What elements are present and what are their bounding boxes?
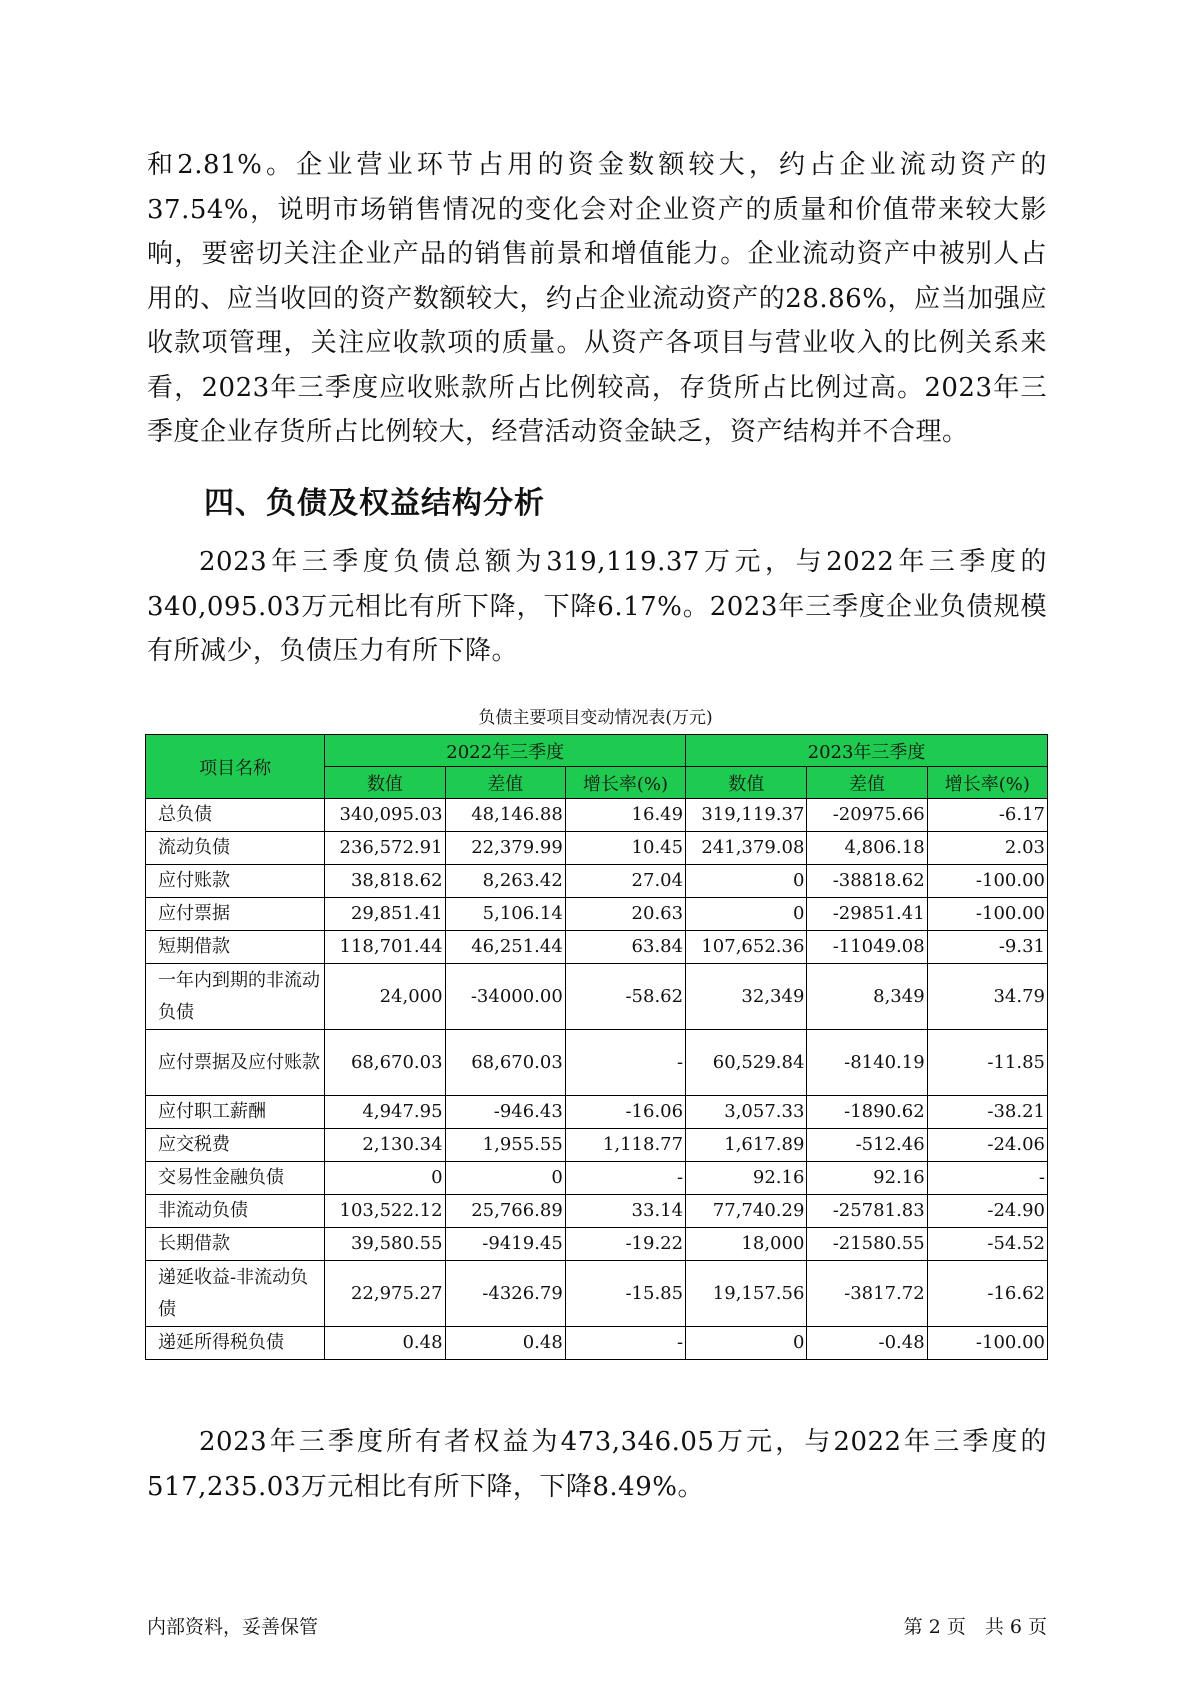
cell-diff-2023: -20975.66 (807, 799, 927, 832)
cell-growth-2023: -16.62 (927, 1261, 1047, 1327)
cell-value-2022: 38,818.62 (325, 865, 445, 898)
cell-diff-2022: 46,251.44 (445, 931, 565, 964)
cell-diff-2023: -1890.62 (807, 1096, 927, 1129)
cell-value-2022: 24,000 (325, 964, 445, 1030)
cell-value-2023: 0 (686, 865, 807, 898)
cell-growth-2022: -19.22 (565, 1228, 685, 1261)
row-item-name: 交易性金融负债 (146, 1162, 325, 1195)
cell-growth-2023: 2.03 (927, 832, 1047, 865)
table-row (146, 1129, 1048, 1162)
cell-growth-2022: -15.85 (565, 1261, 685, 1327)
cell-value-2023: 107,652.36 (686, 931, 807, 964)
cell-value-2022: 4,947.95 (325, 1096, 445, 1129)
cell-value-2022: 39,580.55 (325, 1228, 445, 1261)
cell-diff-2022: 0 (445, 1162, 565, 1195)
cell-diff-2022: -946.43 (445, 1096, 565, 1129)
cell-value-2022: 29,851.41 (325, 898, 445, 931)
table-row (146, 1195, 1048, 1228)
cell-value-2023: 60,529.84 (686, 1030, 807, 1096)
cell-growth-2023: -24.06 (927, 1129, 1047, 1162)
cell-value-2022: 2,130.34 (325, 1129, 445, 1162)
cell-diff-2022: 68,670.03 (445, 1030, 565, 1096)
cell-diff-2023: 8,349 (807, 964, 927, 1030)
cell-growth-2023: -9.31 (927, 931, 1047, 964)
row-item-name: 非流动负债 (146, 1195, 325, 1228)
paragraph-liability-summary: 2023年三季度负债总额为319,119.37万元，与2022年三季度的340,095.03万元相比有所下降，下降6.17%。2023年三季度企业负债规模有所减少，负债压力有所下降。 (147, 547, 1047, 666)
cell-diff-2022: 5,106.14 (445, 898, 565, 931)
cell-diff-2022: 48,146.88 (445, 799, 565, 832)
cell-diff-2022: 25,766.89 (445, 1195, 565, 1228)
header-value-2022: 数值 (325, 767, 445, 799)
cell-value-2023: 241,379.08 (686, 832, 807, 865)
row-item-name: 递延收益-非流动负债 (146, 1261, 325, 1327)
cell-diff-2023: -25781.83 (807, 1195, 927, 1228)
cell-diff-2023: -0.48 (807, 1327, 927, 1360)
table-row (146, 931, 1048, 964)
table-row (146, 1228, 1048, 1261)
cell-diff-2022: 1,955.55 (445, 1129, 565, 1162)
cell-value-2023: 32,349 (686, 964, 807, 1030)
cell-growth-2022: - (565, 1030, 685, 1096)
cell-growth-2023: -38.21 (927, 1096, 1047, 1129)
cell-diff-2023: -21580.55 (807, 1228, 927, 1261)
cell-diff-2023: -11049.08 (807, 931, 927, 964)
cell-value-2022: 0.48 (325, 1327, 445, 1360)
cell-value-2022: 0 (325, 1162, 445, 1195)
header-growth-2022: 增长率(%) (565, 767, 685, 799)
cell-growth-2022: 1,118.77 (565, 1129, 685, 1162)
cell-growth-2023: -100.00 (927, 1327, 1047, 1360)
cell-growth-2022: 33.14 (565, 1195, 685, 1228)
table-row (146, 1261, 1048, 1327)
header-value-2023: 数值 (686, 767, 807, 799)
cell-diff-2022: 22,379.99 (445, 832, 565, 865)
cell-growth-2023: -24.90 (927, 1195, 1047, 1228)
table-row (146, 832, 1048, 865)
cell-value-2022: 340,095.03 (325, 799, 445, 832)
cell-value-2022: 103,522.12 (325, 1195, 445, 1228)
cell-diff-2023: -8140.19 (807, 1030, 927, 1096)
table-header (146, 735, 1048, 799)
row-item-name: 应付职工薪酬 (146, 1096, 325, 1129)
table-row (146, 1096, 1048, 1129)
cell-growth-2022: 20.63 (565, 898, 685, 931)
cell-value-2023: 319,119.37 (686, 799, 807, 832)
table-row (146, 799, 1048, 832)
header-group-2022: 2022年三季度 (325, 735, 686, 767)
row-item-name: 短期借款 (146, 931, 325, 964)
header-diff-2023: 差值 (807, 767, 927, 799)
row-item-name: 总负债 (146, 799, 325, 832)
cell-value-2023: 19,157.56 (686, 1261, 807, 1327)
header-item-name: 项目名称 (146, 735, 325, 799)
cell-growth-2022: 16.49 (565, 799, 685, 832)
footer-page-number: 第 2 页 共 6 页 (903, 1616, 1047, 1638)
cell-growth-2023: -100.00 (927, 898, 1047, 931)
section-heading: 四、负债及权益结构分析 (204, 486, 545, 521)
cell-value-2023: 18,000 (686, 1228, 807, 1261)
table-row (146, 964, 1048, 1030)
cell-diff-2023: 92.16 (807, 1162, 927, 1195)
cell-growth-2022: - (565, 1162, 685, 1195)
cell-value-2022: 236,572.91 (325, 832, 445, 865)
cell-value-2023: 77,740.29 (686, 1195, 807, 1228)
footer-confidential-note: 内部资料，妥善保管 (147, 1616, 319, 1638)
cell-value-2022: 118,701.44 (325, 931, 445, 964)
liability-table (145, 734, 1048, 1360)
cell-diff-2022: -34000.00 (445, 964, 565, 1030)
table-row (146, 898, 1048, 931)
header-diff-2022: 差值 (445, 767, 565, 799)
cell-growth-2022: -58.62 (565, 964, 685, 1030)
cell-value-2023: 3,057.33 (686, 1096, 807, 1129)
cell-diff-2023: 4,806.18 (807, 832, 927, 865)
cell-diff-2022: 0.48 (445, 1327, 565, 1360)
table-row (146, 865, 1048, 898)
paragraph-equity-summary: 2023年三季度所有者权益为473,346.05万元，与2022年三季度的517,235.03万元相比有所下降，下降8.49%。 (147, 1427, 1047, 1502)
row-item-name: 应付票据 (146, 898, 325, 931)
table-row (146, 1162, 1048, 1195)
table-row (146, 1327, 1048, 1360)
cell-growth-2023: -11.85 (927, 1030, 1047, 1096)
cell-growth-2022: 10.45 (565, 832, 685, 865)
cell-diff-2023: -38818.62 (807, 865, 927, 898)
row-item-name: 一年内到期的非流动负债 (146, 964, 325, 1030)
header-group-2023: 2023年三季度 (686, 735, 1048, 767)
cell-value-2023: 92.16 (686, 1162, 807, 1195)
cell-growth-2022: -16.06 (565, 1096, 685, 1129)
cell-diff-2022: -9419.45 (445, 1228, 565, 1261)
cell-value-2022: 68,670.03 (325, 1030, 445, 1096)
cell-growth-2023: 34.79 (927, 964, 1047, 1030)
table-body (146, 799, 1048, 1360)
cell-diff-2023: -3817.72 (807, 1261, 927, 1327)
cell-growth-2023: -100.00 (927, 865, 1047, 898)
cell-diff-2022: -4326.79 (445, 1261, 565, 1327)
row-item-name: 应交税费 (146, 1129, 325, 1162)
cell-diff-2023: -512.46 (807, 1129, 927, 1162)
paragraph-asset-analysis: 和2.81%。企业营业环节占用的资金数额较大，约占企业流动资产的37.54%，说明市场销售情况的变化会对企业资产的质量和价值带来较大影响，要密切关注企业产品的销售前景和增值能力。企业流动资产中被别人占用的、应当收回的资产数额较大，约占企业流动资产的28.86%，应当加强应收款项管理，关注应收款项的质量。从资产各项目与营业收入的比例关系来看，2023年三季度应收账款所占比例较高，存货所占比例过高。2023年三季度企业存货所占比例较大，经营活动资金缺乏，资产结构并不合理。 (147, 150, 1047, 447)
cell-value-2023: 0 (686, 1327, 807, 1360)
table-caption: 负债主要项目变动情况表(万元) (478, 708, 713, 728)
cell-growth-2022: 63.84 (565, 931, 685, 964)
cell-value-2023: 1,617.89 (686, 1129, 807, 1162)
row-item-name: 应付账款 (146, 865, 325, 898)
row-item-name: 递延所得税负债 (146, 1327, 325, 1360)
cell-growth-2022: 27.04 (565, 865, 685, 898)
cell-growth-2022: - (565, 1327, 685, 1360)
cell-value-2022: 22,975.27 (325, 1261, 445, 1327)
row-item-name: 流动负债 (146, 832, 325, 865)
cell-growth-2023: - (927, 1162, 1047, 1195)
cell-growth-2023: -54.52 (927, 1228, 1047, 1261)
cell-diff-2023: -29851.41 (807, 898, 927, 931)
cell-diff-2022: 8,263.42 (445, 865, 565, 898)
cell-growth-2023: -6.17 (927, 799, 1047, 832)
table-row (146, 1030, 1048, 1096)
row-item-name: 长期借款 (146, 1228, 325, 1261)
row-item-name: 应付票据及应付账款 (146, 1030, 325, 1096)
cell-value-2023: 0 (686, 898, 807, 931)
header-growth-2023: 增长率(%) (927, 767, 1047, 799)
